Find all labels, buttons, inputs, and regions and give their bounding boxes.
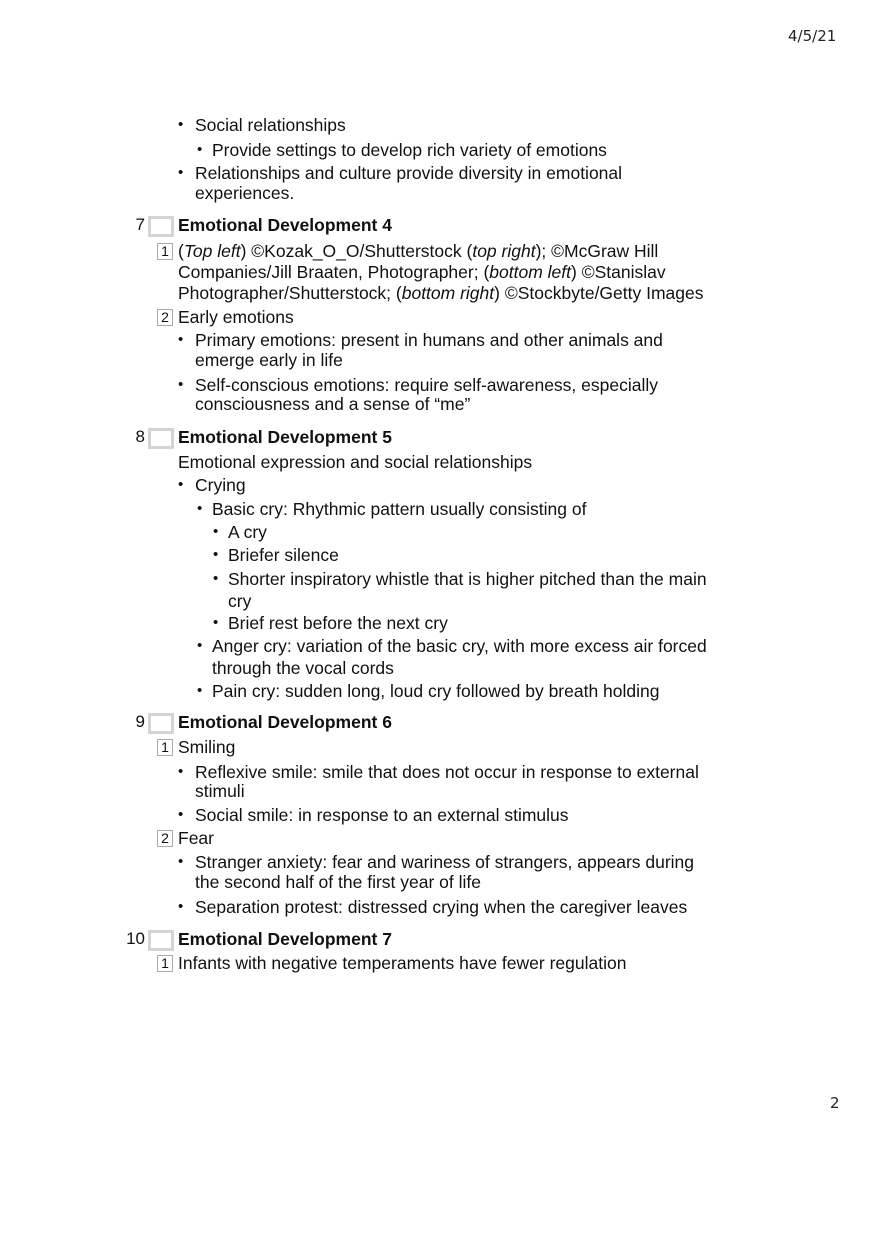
bullet: • xyxy=(178,898,184,915)
bullet: • xyxy=(178,164,184,181)
bullet: • xyxy=(197,637,203,654)
credit-italic: bottom right xyxy=(401,283,495,303)
bullet: • xyxy=(197,500,203,517)
note-line: Stranger anxiety: fear and wariness of strangers, appears during xyxy=(195,852,695,872)
note-line: Smiling xyxy=(178,737,236,757)
bullet: • xyxy=(197,141,203,158)
note-number-box: 2 xyxy=(157,830,173,847)
bullet: • xyxy=(178,331,184,348)
note-number-box: 1 xyxy=(157,243,173,260)
note-line: experiences. xyxy=(195,183,295,203)
bullet: • xyxy=(178,476,184,493)
note-line: A cry xyxy=(228,522,267,542)
note-line: Separation protest: distressed crying when the caregiver leaves xyxy=(195,897,688,917)
slide-title: Emotional Development 7 xyxy=(178,929,392,949)
note-line: Provide settings to develop rich variety of emotions xyxy=(212,140,607,160)
page-number: 2 xyxy=(830,1094,840,1112)
credit-italic: top right xyxy=(472,241,536,261)
credit-italic: bottom left xyxy=(489,262,571,282)
slide-thumbnail[interactable] xyxy=(148,713,174,734)
note-number-box: 2 xyxy=(157,309,173,326)
note-line: stimuli xyxy=(195,781,245,801)
bullet: • xyxy=(178,376,184,393)
note-line: cry xyxy=(228,591,252,611)
note-line: Social relationships xyxy=(195,115,346,135)
credit-text: ) ©Kozak_O_O/Shutterstock ( xyxy=(240,241,473,261)
note-line: Self-conscious emotions: require self-awareness, especially xyxy=(195,375,658,395)
bullet: • xyxy=(213,570,219,587)
note-line: Emotional expression and social relationships xyxy=(178,452,533,472)
slide-number: 8 xyxy=(135,427,145,446)
slide-thumbnail[interactable] xyxy=(148,216,174,237)
bullet: • xyxy=(213,523,219,540)
note-line: Reflexive smile: smile that does not occur in response to external xyxy=(195,762,699,782)
credit-text: Companies/Jill Braaten, Photographer; ( xyxy=(178,262,490,282)
slide-title: Emotional Development 6 xyxy=(178,712,392,732)
note-line: Fear xyxy=(178,828,214,848)
note-number-box: 1 xyxy=(157,739,173,756)
note-line: Pain cry: sudden long, loud cry followed by breath holding xyxy=(212,681,660,701)
image-credit-line xyxy=(178,262,666,282)
note-line: the second half of the first year of life xyxy=(195,872,481,892)
credit-text: ( xyxy=(178,241,184,261)
note-line: Brief rest before the next cry xyxy=(228,613,448,633)
note-line: Crying xyxy=(195,475,246,495)
note-line: Briefer silence xyxy=(228,545,339,565)
bullet: • xyxy=(178,116,184,133)
note-line: emerge early in life xyxy=(195,350,343,370)
note-line: through the vocal cords xyxy=(212,658,394,678)
bullet: • xyxy=(197,682,203,699)
date-header: 4/5/21 xyxy=(788,27,837,45)
slide-number: 9 xyxy=(135,712,145,731)
slide-title: Emotional Development 5 xyxy=(178,427,392,447)
credit-text: ); ©McGraw Hill xyxy=(535,241,659,261)
bullet: • xyxy=(213,546,219,563)
bullet: • xyxy=(178,853,184,870)
note-line: Primary emotions: present in humans and other animals and xyxy=(195,330,663,350)
credit-text: Photographer/Shutterstock; ( xyxy=(178,283,402,303)
credit-text: ) ©Stockbyte/Getty Images xyxy=(494,283,704,303)
note-line: Early emotions xyxy=(178,307,294,327)
credit-text: ) ©Stanislav xyxy=(571,262,666,282)
bullet: • xyxy=(178,806,184,823)
note-line: Basic cry: Rhythmic pattern usually consisting of xyxy=(212,499,587,519)
bullet: • xyxy=(178,763,184,780)
note-line: consciousness and a sense of “me” xyxy=(195,394,471,414)
image-credit-line xyxy=(178,241,658,261)
bullet: • xyxy=(213,614,219,631)
slide-title: Emotional Development 4 xyxy=(178,215,392,235)
slide-thumbnail[interactable] xyxy=(148,930,174,951)
note-line: Shorter inspiratory whistle that is higher pitched than the main xyxy=(228,569,707,589)
note-line: Social smile: in response to an external stimulus xyxy=(195,805,569,825)
note-number-box: 1 xyxy=(157,955,173,972)
slide-number: 7 xyxy=(135,215,145,234)
note-line: Infants with negative temperaments have fewer regulation xyxy=(178,953,627,973)
slide-number: 10 xyxy=(126,929,145,948)
slide-thumbnail[interactable] xyxy=(148,428,174,449)
note-line: Anger cry: variation of the basic cry, with more excess air forced xyxy=(212,636,707,656)
note-line: Relationships and culture provide diversity in emotional xyxy=(195,163,623,183)
credit-italic: Top left xyxy=(183,241,241,261)
image-credit-line xyxy=(178,283,704,303)
